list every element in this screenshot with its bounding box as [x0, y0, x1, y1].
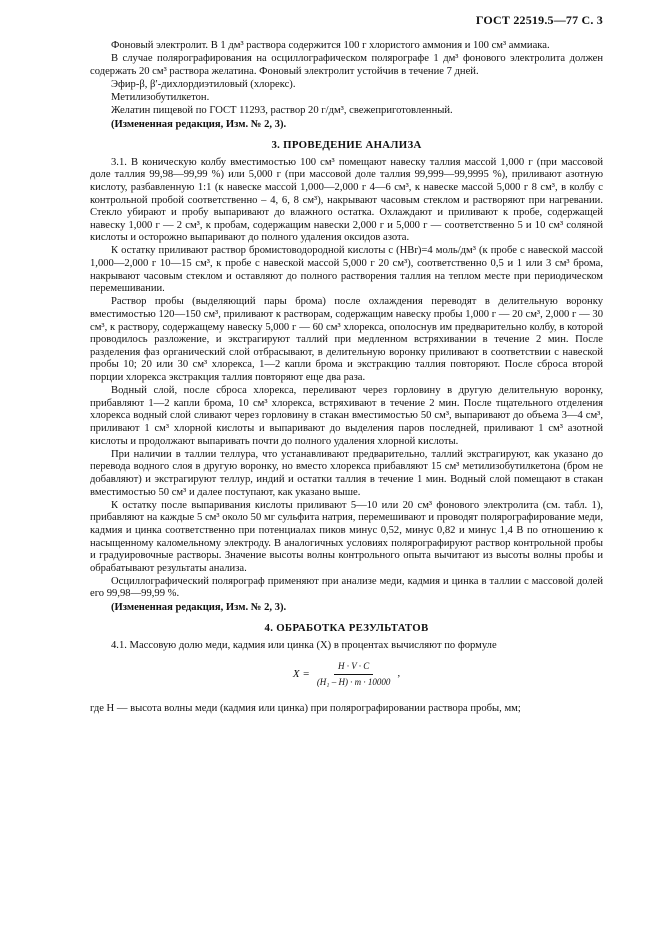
section-3-paragraph: К остатку после выпаривания кислоты приливают 5—10 или 20 см³ фонового электролита (см. табл. 1), прибавляют на каждые 5 см³ около 50 мг сульфита натрия, перемешивают и проводят полярографирование меди, кадмия и цинка соответственно при потенциалах пиков минус 0,52, минус 0,82 и минус 1,4 В по отношению к насыщенному каломельному электроду. В аналогичных условиях полярографируют раствор контрольной пробы и градуировочные растворы. Значение высоты волны контрольного опыта вычитают из высоты волны пробы и обрабатывают результаты анализа. [90, 499, 603, 574]
section-3-paragraph: Водный слой, после сброса хлорекса, переливают через горловину в другую делительную воронку, прибавляют 1—2 капли брома, 10 см³ хлорекса, встряхивают в течение 2 мин. После тщательного отделения хлорекса водный слой сливают через горловину в стакан вместимостью 50 см³, выпаривают до объема 3—4 см³, приливают 1 см³ хлорной кислоты и выпаривают до выделения паров последней, приливают 1 см³ азотной кислоты и продолжают выпаривать почти до полного удаления хлорной кислоты. [90, 385, 603, 447]
formula-lhs: X = [292, 668, 310, 681]
formula-legend: где H — высота волны меди (кадмия или цинка) при полярографировании раствора пробы, мм; [90, 702, 521, 714]
formula [90, 660, 603, 688]
section-3-paragraph: 3.1. В коническую колбу вместимостью 100 см³ помещают навеску таллия массой 1,000 г (при массовой доле таллия 99,98—99,99 %) или 5,000 г (при массовой доле таллия 99,999—99,9995 %), приливают азотную кислоту, разбавленную 1:1 (к навеске массой 1,000—2,000 г 4—6 см³, к навеске массой 5,000 г 8 см³, в колбу с контрольной пробой соответственно – 4, 6, 8 см³), накрывают часовым стеклом и растворяют при нагревании. Стекло убирают и пробу выпаривают до влажного остатка. Охлаждают и приливают к пробе, содержащей навеску 1,000 г — 2 см³, к пробам, содержащим навески 2,000 г и 5,000 г — соответственно 5 и 10 см³ соляной кислоты и осторожно выпаривают до полного удаления оксидов азота. [90, 156, 603, 244]
section-3-paragraph: К остатку приливают раствор бромистоводородной кислоты с (HBr)=4 моль/дм³ (к пробе с навеской массой 1,000—2,000 г 10—15 см³, к пробе с навеской массой 5,000 г 20 см³), соответственно 0,5 и 1 или 3 см³ брома, накрывают часовым стеклом и оставляют до полного растворения таллия на теплом месте при периодическом перемешивании. [90, 245, 603, 295]
intro-paragraph: Фоновый электролит. В 1 дм³ раствора содержится 100 г хлористого аммония и 100 см³ аммиака. [111, 40, 550, 51]
section-3-title: 3. ПРОВЕДЕНИЕ АНАЛИЗА [271, 139, 422, 152]
section-4-paragraph: 4.1. Массовую долю меди, кадмия или цинка (X) в процентах вычисляют по формуле [111, 639, 497, 651]
intro-paragraph: Метилизобутилкетон. [111, 92, 210, 104]
formula-denominator: (H₁ – H) · m · 10000 [316, 677, 391, 688]
section-4-title: 4. ОБРАБОТКА РЕЗУЛЬТАТОВ [264, 622, 429, 635]
section-3-paragraph: Раствор пробы (выделяющий пары брома) после охлаждения переводят в делительную воронку вместимостью 120—150 см³, приливают к растворам, содержащим навеску пробы 1,000 г — 20 см³, 2,000 г — 30 см³, к раствору, содержащему навеску 5,000 г — 60 см³ хлорекса, ополоснув им предварительно колбу, в которой проводилось разложение, и экстрагируют таллий при медленном встряхивании в течение 2 мин. После разделения фаз органический слой отбрасывают, в делительную воронку приливают в соответствии с навеской пробы 10; 20 или 30 см³ хлорекса, 1—2 капли брома и экстракцию таллия повторяют. После сброса второй порции хлорекса экстракция таллия повторяют еще два раза. [90, 296, 603, 383]
section-3-paragraph: При наличии в таллии теллура, что устанавливают предварительно, таллий экстрагируют, как указано до перевода водного слоя в другую воронку, но вместо хлорекса прибавляют 15 см³ метилизобутилкетона (бром не добавляют) и экстрагируют теллур, индий и остатки таллия в течение 1 мин. Водный слой помещают в стакан вместимостью 50 см³ и далее поступают, как указано выше. [90, 448, 603, 498]
revision-note: (Измененная редакция, Изм. № 2, 3). [111, 601, 287, 613]
formula-numerator: H · V · C [334, 660, 373, 675]
document-body [90, 40, 603, 716]
formula-tail: , [397, 668, 401, 680]
intro-paragraph: В случае полярографирования на осциллографическом полярографе 1 дм³ фонового электролита должен содержать 20 см³ раствора желатина. Фоновый электролит устойчив в течение 7 дней. [90, 53, 603, 77]
section-3-paragraph: Осциллографический полярограф применяют при анализе меди, кадмия и цинка в таллии с массовой долей его 99,98—99,99 %. [90, 575, 603, 600]
intro-paragraph: Эфир-β, β′-дихлордиэтиловый (хлорекс). [111, 78, 296, 90]
page-header: ГОСТ 22519.5—77 С. 3 [475, 13, 603, 27]
revision-note: (Измененная редакция, Изм. № 2, 3). [111, 118, 287, 130]
intro-paragraph: Желатин пищевой по ГОСТ 11293, раствор 20 г/дм³, свежеприготовленный. [111, 105, 453, 117]
formula-fraction [313, 660, 395, 688]
